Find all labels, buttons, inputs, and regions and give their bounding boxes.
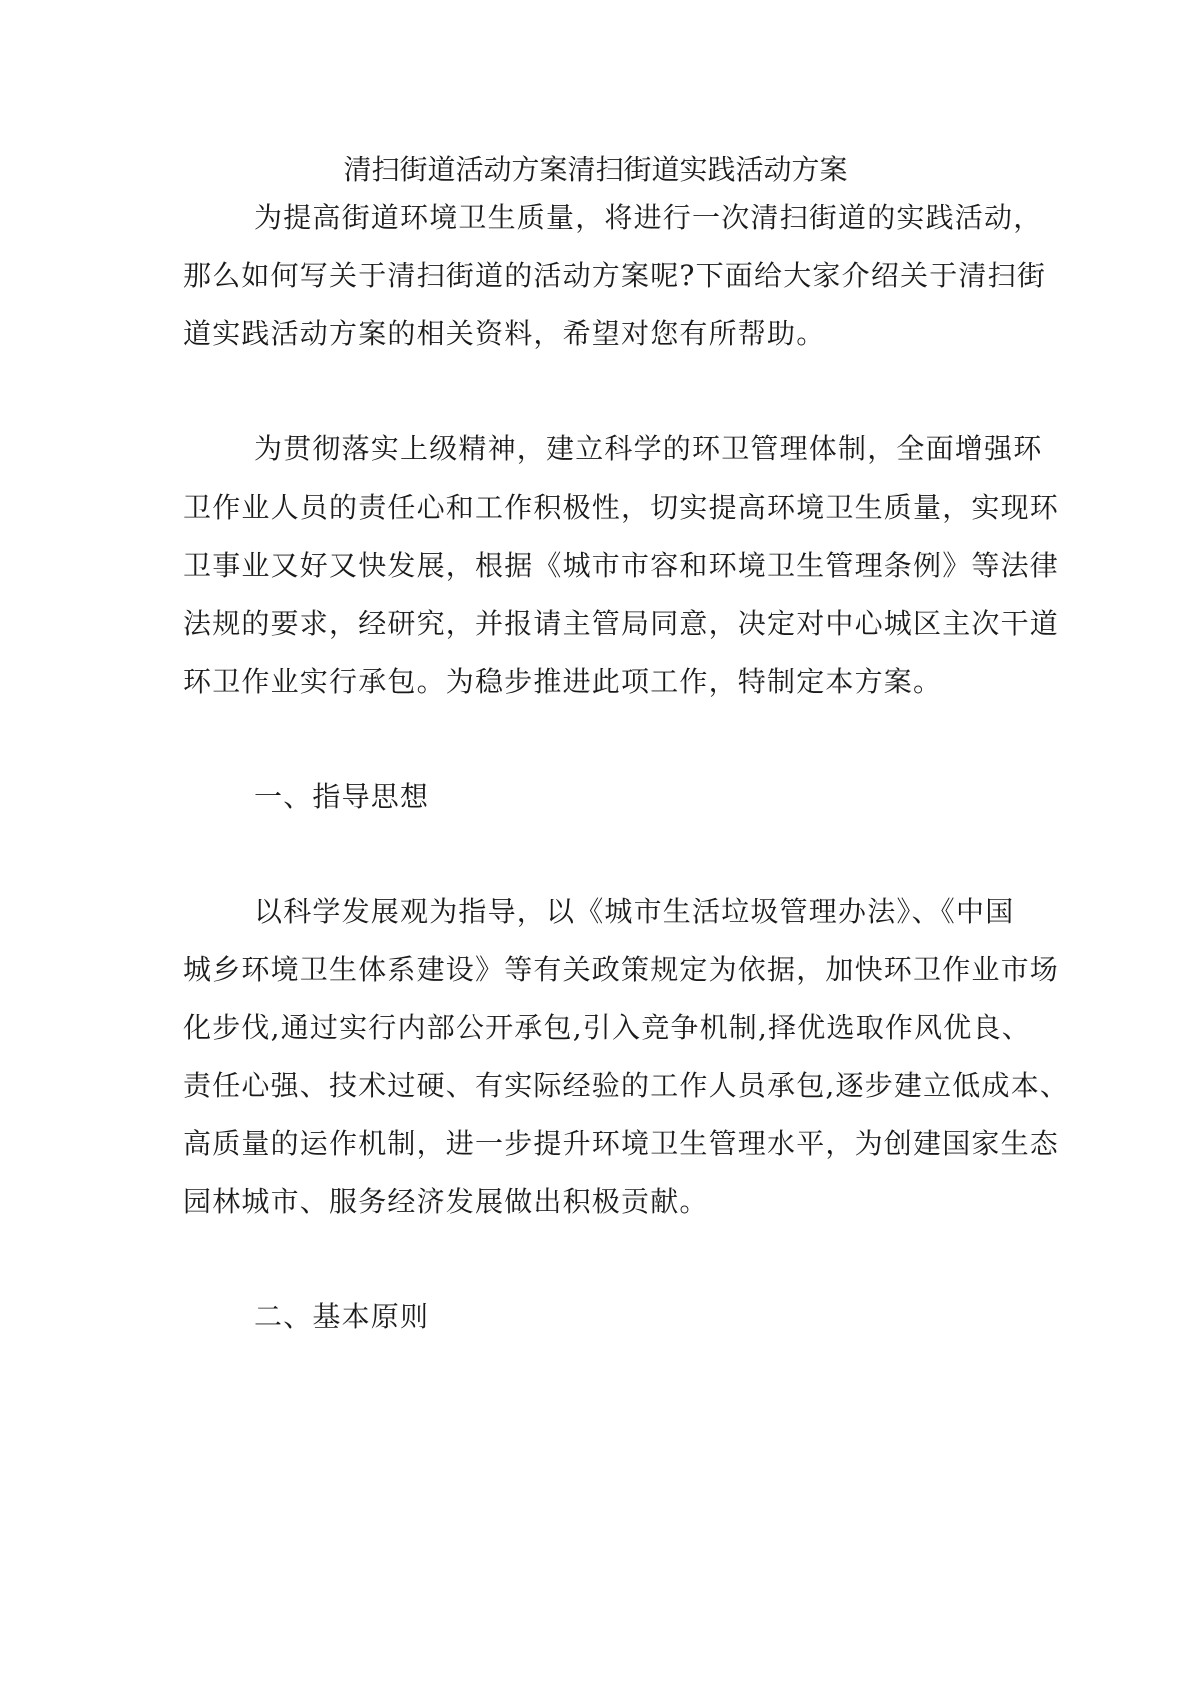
- section1-line-4: 责任心强、技术过硬、有实际经验的工作人员承包,逐步建立低成本、: [183, 1069, 1070, 1102]
- section1-line-2: 城乡环境卫生体系建设》等有关政策规定为依据，加快环卫作业市场: [183, 953, 1060, 986]
- paragraph1-line-2: 卫作业人员的责任心和工作积极性，切实提高环境卫生质量，实现环: [183, 491, 1060, 524]
- paragraph1-line-3: 卫事业又好又快发展，根据《城市市容和环境卫生管理条例》等法律: [183, 549, 1060, 582]
- section2-heading: 二、基本原则: [254, 1300, 430, 1333]
- section1-line-1: 以科学发展观为指导，以《城市生活垃圾管理办法》、《中国: [254, 895, 1015, 928]
- paragraph1-line-1: 为贯彻落实上级精神，建立科学的环卫管理体制，全面增强环: [254, 432, 1043, 465]
- paragraph1-line-4: 法规的要求，经研究，并报请主管局同意，决定对中心城区主次干道: [183, 607, 1060, 640]
- paragraph1-line-5: 环卫作业实行承包。为稳步推进此项工作，特制定本方案。: [183, 665, 943, 698]
- section1-line-6: 园林城市、服务经济发展做出积极贡献。: [183, 1185, 709, 1218]
- section1-heading: 一、指导思想: [254, 780, 430, 813]
- intro-line-1: 为提高街道环境卫生质量，将进行一次清扫街道的实践活动，: [254, 201, 1043, 234]
- intro-line-3: 道实践活动方案的相关资料，希望对您有所帮助。: [183, 317, 826, 350]
- document-title: 清扫街道活动方案清扫街道实践活动方案: [343, 153, 848, 186]
- intro-line-2: 那么如何写关于清扫街道的活动方案呢?下面给大家介绍关于清扫街: [183, 259, 1047, 292]
- section1-line-3: 化步伐,通过实行内部公开承包,引入竞争机制,择优选取作风优良、: [183, 1011, 1031, 1044]
- section1-line-5: 高质量的运作机制，进一步提升环境卫生管理水平，为创建国家生态: [183, 1127, 1060, 1160]
